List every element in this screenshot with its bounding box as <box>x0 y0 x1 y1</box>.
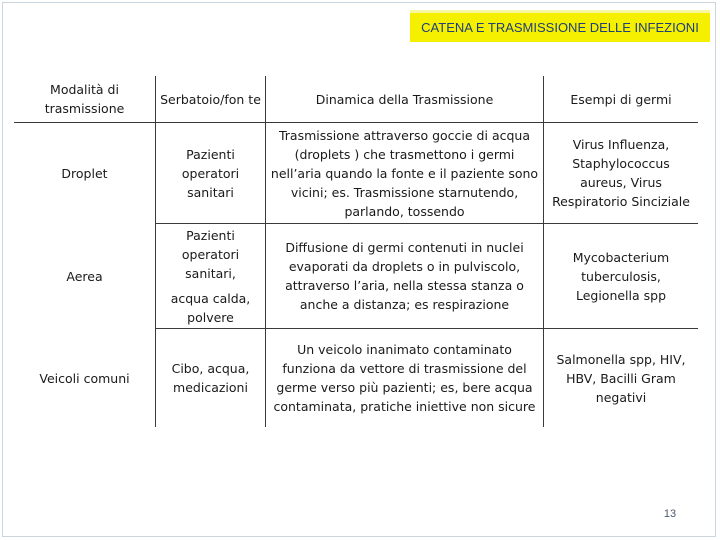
cell-mode: Droplet <box>14 123 156 224</box>
cell-examples: Virus Influenza, Staphylococcus aureus, Virus Respiratorio Sinciziale <box>544 123 698 224</box>
cell-examples: Mycobacterium tuberculosis, Legionella spp <box>544 224 698 329</box>
header-mode: Modalità di trasmissione <box>14 76 156 123</box>
header-reservoir: Serbatoio/fon te <box>156 76 266 123</box>
table-header-row <box>14 76 698 123</box>
cell-mode: Veicoli comuni <box>14 329 156 427</box>
cell-dynamics: Un veicolo inanimato contaminato funziona da vettore di trasmissione del germe verso più pazienti; es, bere acqua contaminata, pratiche iniettive non sicure <box>266 329 544 427</box>
cell-dynamics: Diffusione di germi contenuti in nuclei evaporati da droplets o in pulviscolo, attraverso l’aria, nella stessa stanza o anche a distanza; es respirazione <box>266 224 544 329</box>
header-dynamics: Dinamica della Trasmissione <box>266 76 544 123</box>
cell-reservoir <box>156 224 266 329</box>
cell-mode: Aerea <box>14 224 156 329</box>
header-examples: Esempi di germi <box>544 76 698 123</box>
cell-reservoir: Pazienti operatori sanitari <box>156 123 266 224</box>
cell-reservoir-extra: acqua calda, polvere <box>170 290 251 325</box>
table-row <box>14 123 698 224</box>
slide-title: CATENA E TRASMISSIONE DELLE INFEZIONI <box>421 20 699 35</box>
cell-examples: Salmonella spp, HIV, HBV, Bacilli Gram negativi <box>556 351 686 405</box>
transmission-table <box>14 76 698 427</box>
cell-reservoir: Cibo, acqua, medicazioni <box>156 329 266 427</box>
page-number: 13 <box>663 508 677 520</box>
table-row <box>14 224 698 329</box>
title-banner <box>410 10 710 42</box>
cell-dynamics: Trasmissione attraverso goccie di acqua (droplets ) che trasmettono i germi nell’aria quando la fonte e il paziente sono vicini; es. Trasmissione starnutendo, parlando, tossendo <box>266 123 544 224</box>
table-row <box>14 329 698 427</box>
cell-reservoir-main: Pazienti operatori sanitari, <box>181 227 240 281</box>
